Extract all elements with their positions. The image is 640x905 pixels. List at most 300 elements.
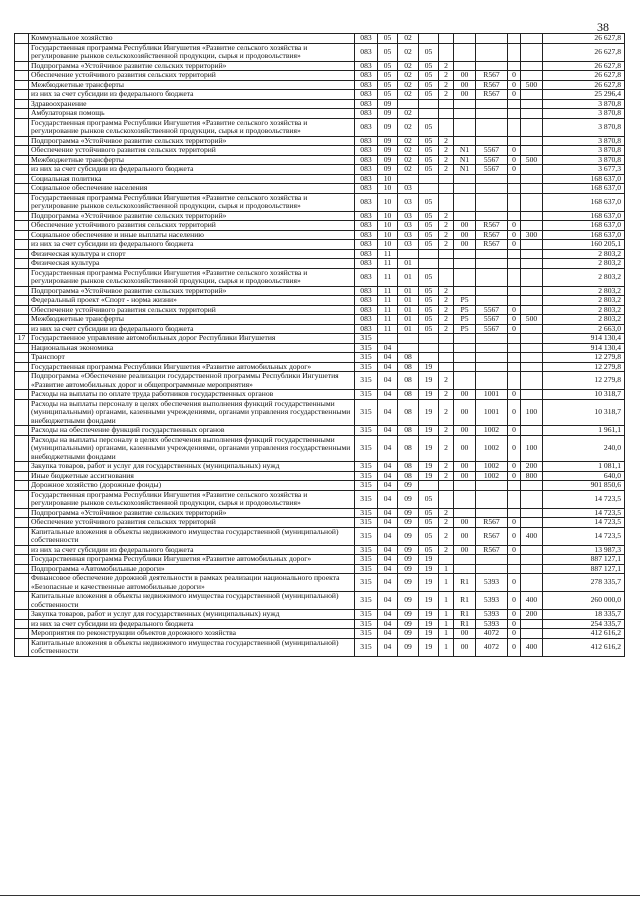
code-type [521,343,543,353]
table-row [15,136,625,146]
row-amount: 160 205,1 [543,240,625,250]
code-subsection: 02 [398,43,419,61]
code-ministry: 315 [355,362,378,372]
code-expense [476,286,508,296]
code-subprogram: 2 [439,426,454,436]
code-subprogram: 2 [439,71,454,81]
row-name: Государственная программа Республики Ингушетия «Развитие сельского хозяйства и регулирование рынков сельскохозяйственной продукции, сырья и продовольствия» [29,193,355,211]
code-section: 05 [378,61,398,71]
code-expense [476,259,508,269]
code-subsection: 08 [398,426,419,436]
code-ministry: 315 [355,619,378,629]
code-subsection: 09 [398,490,419,508]
row-amount: 168 637,0 [543,193,625,211]
row-name: Подпрограмма «Устойчивое развитие сельских территорий» [29,136,355,146]
row-amount: 14 723,5 [543,508,625,518]
code-type [521,240,543,250]
code-subsection: 03 [398,184,419,194]
code-type [521,43,543,61]
row-amount: 2 803,2 [543,259,625,269]
row-amount: 168 637,0 [543,221,625,231]
bottom-rule [0,895,640,896]
code-type [521,555,543,565]
row-number [15,324,29,334]
code-subprogram: 2 [439,471,454,481]
code-expense [476,61,508,71]
code-expense: R567 [476,518,508,528]
code-expense [476,109,508,119]
code-subprogram: 2 [439,146,454,156]
code-program: 19 [419,471,439,481]
row-name: Физическая культура и спорт [29,249,355,259]
code-expense [476,43,508,61]
table-row [15,80,625,90]
code-suffix: 0 [508,527,521,545]
table-row [15,249,625,259]
code-subprogram [439,99,454,109]
table-row [15,619,625,629]
code-expense [476,490,508,508]
code-subsection: 02 [398,34,419,44]
row-amount: 2 803,2 [543,305,625,315]
code-ministry: 315 [355,638,378,656]
row-amount: 260 000,0 [543,592,625,610]
row-number [15,555,29,565]
table-row [15,564,625,574]
code-suffix [508,118,521,136]
code-suffix: 0 [508,165,521,175]
row-amount: 2 803,2 [543,286,625,296]
code-subsection [398,334,419,344]
row-number: 17 [15,334,29,344]
code-subprogram [439,34,454,44]
code-type [521,305,543,315]
code-type [521,184,543,194]
code-ministry: 083 [355,259,378,269]
code-section: 10 [378,240,398,250]
row-name: Подпрограмма «Устойчивое развитие сельских территорий» [29,508,355,518]
row-number [15,462,29,472]
code-section: 11 [378,268,398,286]
row-amount: 412 616,2 [543,638,625,656]
code-subprogram: 1 [439,564,454,574]
code-type [521,118,543,136]
row-name: Финансовое обеспечение дорожной деятельности в рамках реализации национального проекта «Безопасные и качественные автомобильные дороги» [29,574,355,592]
row-number [15,435,29,462]
row-name: Федеральный проект «Спорт - норма жизни» [29,296,355,306]
code-suffix: 0 [508,146,521,156]
code-suffix [508,362,521,372]
code-section [378,334,398,344]
code-type [521,249,543,259]
table-row [15,481,625,491]
row-number [15,80,29,90]
row-name: Здравоохранение [29,99,355,109]
row-name: Обеспечение устойчивого развития сельских территорий [29,518,355,528]
row-name: из них за счет субсидии из федерального бюджета [29,545,355,555]
code-program: 05 [419,80,439,90]
code-type [521,518,543,528]
row-number [15,343,29,353]
code-direction: 00 [454,545,476,555]
code-section: 05 [378,80,398,90]
code-program: 05 [419,545,439,555]
code-expense: 1002 [476,462,508,472]
code-expense [476,118,508,136]
code-expense: 5393 [476,619,508,629]
code-subprogram: 2 [439,305,454,315]
code-ministry: 083 [355,118,378,136]
code-section: 11 [378,305,398,315]
row-amount: 914 130,4 [543,334,625,344]
code-suffix: 0 [508,80,521,90]
code-subprogram: 2 [439,90,454,100]
row-name: Амбулаторная помощь [29,109,355,119]
code-expense: R567 [476,71,508,81]
code-ministry: 315 [355,372,378,390]
table-row [15,592,625,610]
row-amount: 3 870,8 [543,136,625,146]
code-direction: 00 [454,71,476,81]
code-ministry: 315 [355,564,378,574]
code-expense [476,268,508,286]
code-subprogram: 2 [439,286,454,296]
code-direction: P5 [454,315,476,325]
code-program: 19 [419,610,439,620]
code-section: 04 [378,508,398,518]
code-suffix [508,184,521,194]
row-name: Государственная программа Республики Ингушетия «Развитие сельского хозяйства и регулирование рынков сельскохозяйственной продукции, сырья и продовольствия» [29,490,355,508]
code-type [521,629,543,639]
code-subprogram [439,249,454,259]
row-name: из них за счет субсидии из федерального бюджета [29,90,355,100]
code-suffix: 0 [508,619,521,629]
code-section: 10 [378,211,398,221]
code-expense: R567 [476,80,508,90]
code-section: 04 [378,574,398,592]
code-subsection: 01 [398,259,419,269]
table-row [15,399,625,426]
code-section: 05 [378,34,398,44]
code-program: 19 [419,592,439,610]
code-direction [454,268,476,286]
code-expense [476,343,508,353]
table-row [15,390,625,400]
code-section: 10 [378,184,398,194]
code-program: 19 [419,629,439,639]
code-program: 05 [419,490,439,508]
row-name: Обеспечение устойчивого развития сельских территорий [29,146,355,156]
code-subsection: 09 [398,592,419,610]
row-name: Национальная экономика [29,343,355,353]
code-program [419,334,439,344]
code-suffix [508,193,521,211]
code-type: 200 [521,462,543,472]
row-number [15,638,29,656]
code-suffix: 0 [508,155,521,165]
code-expense: 5567 [476,315,508,325]
code-subsection: 02 [398,165,419,175]
code-expense [476,34,508,44]
code-direction: N1 [454,155,476,165]
table-row [15,61,625,71]
row-amount: 26 627,8 [543,34,625,44]
code-subprogram: 2 [439,324,454,334]
code-ministry: 083 [355,315,378,325]
table-row [15,118,625,136]
row-number [15,34,29,44]
row-amount: 412 616,2 [543,629,625,639]
code-section: 11 [378,286,398,296]
code-type: 500 [521,80,543,90]
code-subprogram: 2 [439,508,454,518]
row-amount: 3 870,8 [543,118,625,136]
code-subsection: 08 [398,362,419,372]
code-program: 19 [419,390,439,400]
code-suffix [508,99,521,109]
code-suffix: 0 [508,435,521,462]
code-expense [476,481,508,491]
code-direction: P5 [454,324,476,334]
code-suffix: 0 [508,592,521,610]
code-direction: 00 [454,435,476,462]
row-amount: 3 870,8 [543,155,625,165]
code-direction: 00 [454,221,476,231]
code-expense [476,99,508,109]
table-row [15,574,625,592]
row-amount: 2 803,2 [543,315,625,325]
row-number [15,305,29,315]
code-direction [454,174,476,184]
row-name: Подпрограмма «Автомобильные дороги» [29,564,355,574]
code-section: 09 [378,146,398,156]
code-ministry: 315 [355,481,378,491]
code-suffix [508,555,521,565]
code-section: 04 [378,435,398,462]
code-suffix: 0 [508,324,521,334]
row-amount: 26 627,8 [543,61,625,71]
code-section: 10 [378,193,398,211]
code-subsection: 02 [398,80,419,90]
row-number [15,362,29,372]
code-suffix: 0 [508,426,521,436]
code-type [521,71,543,81]
code-type [521,508,543,518]
code-direction [454,372,476,390]
code-program: 05 [419,71,439,81]
code-suffix [508,334,521,344]
code-ministry: 315 [355,592,378,610]
code-program: 19 [419,564,439,574]
code-program: 05 [419,518,439,528]
code-type: 200 [521,610,543,620]
code-program: 05 [419,61,439,71]
code-expense [476,508,508,518]
code-subprogram: 2 [439,296,454,306]
row-number [15,268,29,286]
table-row [15,462,625,472]
code-type [521,334,543,344]
code-subsection [398,343,419,353]
code-expense: 1001 [476,399,508,426]
code-program: 05 [419,230,439,240]
row-amount: 168 637,0 [543,174,625,184]
code-section: 04 [378,518,398,528]
code-direction: R1 [454,574,476,592]
table-row [15,109,625,119]
code-suffix [508,136,521,146]
table-row [15,518,625,528]
table-row [15,259,625,269]
row-number [15,221,29,231]
code-expense [476,353,508,363]
table-row [15,99,625,109]
row-number [15,481,29,491]
code-section: 04 [378,399,398,426]
code-type [521,390,543,400]
code-subsection: 09 [398,574,419,592]
code-section: 10 [378,221,398,231]
row-name: Иные бюджетные ассигнования [29,471,355,481]
code-program: 05 [419,324,439,334]
page-number: 38 [597,20,609,34]
table-row [15,90,625,100]
table-row [15,353,625,363]
code-direction: 00 [454,527,476,545]
row-name: Государственная программа Республики Ингушетия «Развитие сельского хозяйства и регулирование рынков сельскохозяйственной продукции, сырья и продовольствия» [29,118,355,136]
row-amount: 1 961,1 [543,426,625,436]
code-direction [454,43,476,61]
code-subprogram: 2 [439,61,454,71]
code-subprogram [439,43,454,61]
table-row [15,508,625,518]
code-type [521,99,543,109]
code-direction [454,481,476,491]
row-amount: 901 850,6 [543,481,625,491]
code-suffix: 0 [508,545,521,555]
code-program: 05 [419,315,439,325]
code-section: 04 [378,353,398,363]
code-program: 05 [419,90,439,100]
code-ministry: 315 [355,426,378,436]
row-name: из них за счет субсидии из федерального бюджета [29,240,355,250]
code-type [521,490,543,508]
code-subprogram [439,343,454,353]
code-expense: 1002 [476,471,508,481]
code-ministry: 083 [355,80,378,90]
code-direction: 00 [454,629,476,639]
code-program: 05 [419,155,439,165]
code-subsection: 09 [398,545,419,555]
row-name: Государственная программа Республики Ингушетия «Развитие автомобильных дорог» [29,362,355,372]
code-ministry: 315 [355,545,378,555]
code-subprogram [439,118,454,136]
code-subprogram: 2 [439,372,454,390]
code-suffix [508,508,521,518]
code-ministry: 083 [355,286,378,296]
code-direction [454,61,476,71]
row-number [15,174,29,184]
row-amount: 2 803,2 [543,296,625,306]
table-row [15,43,625,61]
table-row [15,334,625,344]
table-row [15,324,625,334]
code-ministry: 315 [355,334,378,344]
code-suffix [508,268,521,286]
code-type [521,146,543,156]
code-direction [454,555,476,565]
code-program: 05 [419,193,439,211]
table-row [15,315,625,325]
code-direction [454,564,476,574]
code-program: 19 [419,638,439,656]
code-expense: 5393 [476,574,508,592]
code-suffix: 0 [508,315,521,325]
code-ministry: 083 [355,249,378,259]
code-program [419,259,439,269]
code-subprogram: 1 [439,574,454,592]
code-subprogram: 2 [439,230,454,240]
row-number [15,146,29,156]
code-subprogram: 2 [439,518,454,528]
code-suffix: 0 [508,471,521,481]
code-subsection: 01 [398,305,419,315]
code-subprogram: 1 [439,638,454,656]
code-type: 400 [521,592,543,610]
code-subprogram: 2 [439,545,454,555]
code-subsection: 02 [398,71,419,81]
code-direction: R1 [454,592,476,610]
row-number [15,315,29,325]
row-name: Транспорт [29,353,355,363]
code-subsection: 09 [398,481,419,491]
row-amount: 26 627,8 [543,80,625,90]
code-suffix: 0 [508,230,521,240]
code-subprogram: 2 [439,165,454,175]
code-expense [476,372,508,390]
code-ministry: 083 [355,324,378,334]
code-subprogram [439,259,454,269]
table-row [15,471,625,481]
code-ministry: 315 [355,471,378,481]
table-row [15,545,625,555]
code-subsection: 08 [398,390,419,400]
code-expense: R567 [476,240,508,250]
row-amount: 26 627,8 [543,71,625,81]
row-amount: 14 723,5 [543,518,625,528]
code-subsection: 08 [398,399,419,426]
code-section: 04 [378,372,398,390]
code-program: 19 [419,462,439,472]
code-suffix [508,34,521,44]
code-suffix [508,353,521,363]
code-expense [476,564,508,574]
code-section: 04 [378,545,398,555]
code-suffix [508,490,521,508]
row-number [15,353,29,363]
row-amount: 168 637,0 [543,184,625,194]
table-row [15,555,625,565]
code-expense [476,555,508,565]
code-ministry: 083 [355,146,378,156]
code-direction: 00 [454,462,476,472]
code-expense: 1002 [476,426,508,436]
code-section: 09 [378,155,398,165]
code-ministry: 315 [355,435,378,462]
row-name: Капитальные вложения в объекты недвижимого имущества государственной (муниципальной) собственности [29,527,355,545]
code-ministry: 083 [355,165,378,175]
code-direction: 00 [454,90,476,100]
